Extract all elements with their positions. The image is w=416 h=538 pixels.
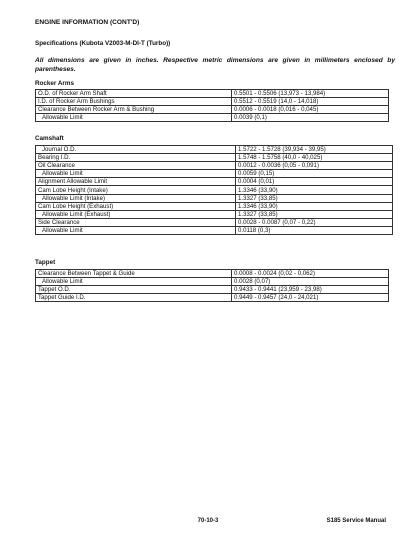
table-row — [36, 170, 393, 178]
table-row — [36, 270, 389, 278]
spec-subtitle: Specifications (Kubota V2003-M-DI-T (Turbo)) — [35, 40, 171, 47]
tappet-table — [35, 269, 389, 302]
section-heading-rocker-arms: Rocker Arms — [35, 80, 74, 87]
table-row — [36, 186, 393, 194]
spec-name: Allowable Limit (Exhaust) — [36, 210, 236, 218]
spec-name: O.D. of Rocker Arm Shaft — [36, 90, 232, 98]
spec-value: 0.0008 - 0.0024 (0,02 - 0,062) — [232, 270, 389, 278]
spec-value: 0.0028 - 0.0087 (0,07 - 0,22) — [236, 218, 393, 226]
spec-name: Clearance Between Rocker Arm & Bushing — [36, 106, 232, 114]
spec-name: Cam Lobe Height (Exhaust) — [36, 202, 236, 210]
table-row — [36, 202, 393, 210]
spec-value: 0.0059 (0,15) — [236, 170, 393, 178]
spec-name: Allowable Limit — [36, 114, 232, 122]
table-row — [36, 226, 393, 234]
rocker-arms-table — [35, 89, 389, 122]
spec-name: Side Clearance — [36, 218, 236, 226]
spec-value: 0.5501 - 0.5506 (13,973 - 13,984) — [232, 90, 389, 98]
spec-value: 0.9449 - 0.9457 (24,0 - 24,021) — [232, 294, 389, 302]
spec-name: I.D. of Rocker Arm Bushings — [36, 98, 232, 106]
page-number: 70-10-3 — [197, 518, 219, 524]
table-row — [36, 210, 393, 218]
spec-name: Tappet Guide I.D. — [36, 294, 232, 302]
spec-value: 1.3346 (33,90) — [236, 186, 393, 194]
table-row — [36, 178, 393, 186]
spec-value: 1.5722 - 1.5728 (39,934 - 39,95) — [236, 146, 393, 154]
spec-value: 0.0006 - 0.0018 (0,016 - 0,045) — [232, 106, 389, 114]
spec-name: Allowable Limit (Intake) — [36, 194, 236, 202]
spec-value: 1.3346 (33,90) — [236, 202, 393, 210]
spec-value: 0.5512 - 0.5519 (14,0 - 14,018) — [232, 98, 389, 106]
page-title: ENGINE INFORMATION (CONT'D) — [35, 19, 140, 26]
table-row — [36, 162, 393, 170]
spec-value: 0.0118 (0,3) — [236, 226, 393, 234]
spec-name: Alignment Allowable Limit — [36, 178, 236, 186]
table-row — [36, 146, 393, 154]
table-row — [36, 114, 389, 122]
spec-name: Allowable Limit — [36, 170, 236, 178]
spec-value: 1.3327 (33,85) — [236, 210, 393, 218]
spec-value: 0.0012 - 0.0036 (0,05 - 0,091) — [236, 162, 393, 170]
spec-name: Oil Clearance — [36, 162, 236, 170]
table-row — [36, 106, 389, 114]
spec-name: Allowable Limit — [36, 278, 232, 286]
section-heading-tappet: Tappet — [35, 259, 56, 266]
table-row — [36, 218, 393, 226]
spec-value: 1.3327 (33,85) — [236, 194, 393, 202]
table-row — [36, 154, 393, 162]
spec-value: 0.0039 (0,1) — [232, 114, 389, 122]
manual-name: S185 Service Manual — [326, 518, 386, 524]
dimensions-note: All dimensions are given in inches. Respective metric dimensions are given in millimeters enclosed by parentheses. — [35, 57, 395, 73]
table-row — [36, 90, 389, 98]
spec-value: 0.0028 (0,07) — [232, 278, 389, 286]
spec-value: 1.5748 - 1.5758 (40,0 - 40,025) — [236, 154, 393, 162]
spec-name: Tappet O.D. — [36, 286, 232, 294]
table-row — [36, 278, 389, 286]
table-row — [36, 98, 389, 106]
spec-name: Clearance Between Tappet & Guide — [36, 270, 232, 278]
table-row — [36, 286, 389, 294]
spec-name: Bearing I.D. — [36, 154, 236, 162]
camshaft-table — [35, 145, 393, 235]
spec-name: Journal O.D. — [36, 146, 236, 154]
spec-name: Allowable Limit — [36, 226, 236, 234]
table-row — [36, 194, 393, 202]
section-heading-camshaft: Camshaft — [35, 135, 64, 142]
spec-value: 0.0004 (0,01) — [236, 178, 393, 186]
table-row — [36, 294, 389, 302]
spec-name: Cam Lobe Height (Intake) — [36, 186, 236, 194]
spec-value: 0.9433 - 0.9441 (23,959 - 23,98) — [232, 286, 389, 294]
